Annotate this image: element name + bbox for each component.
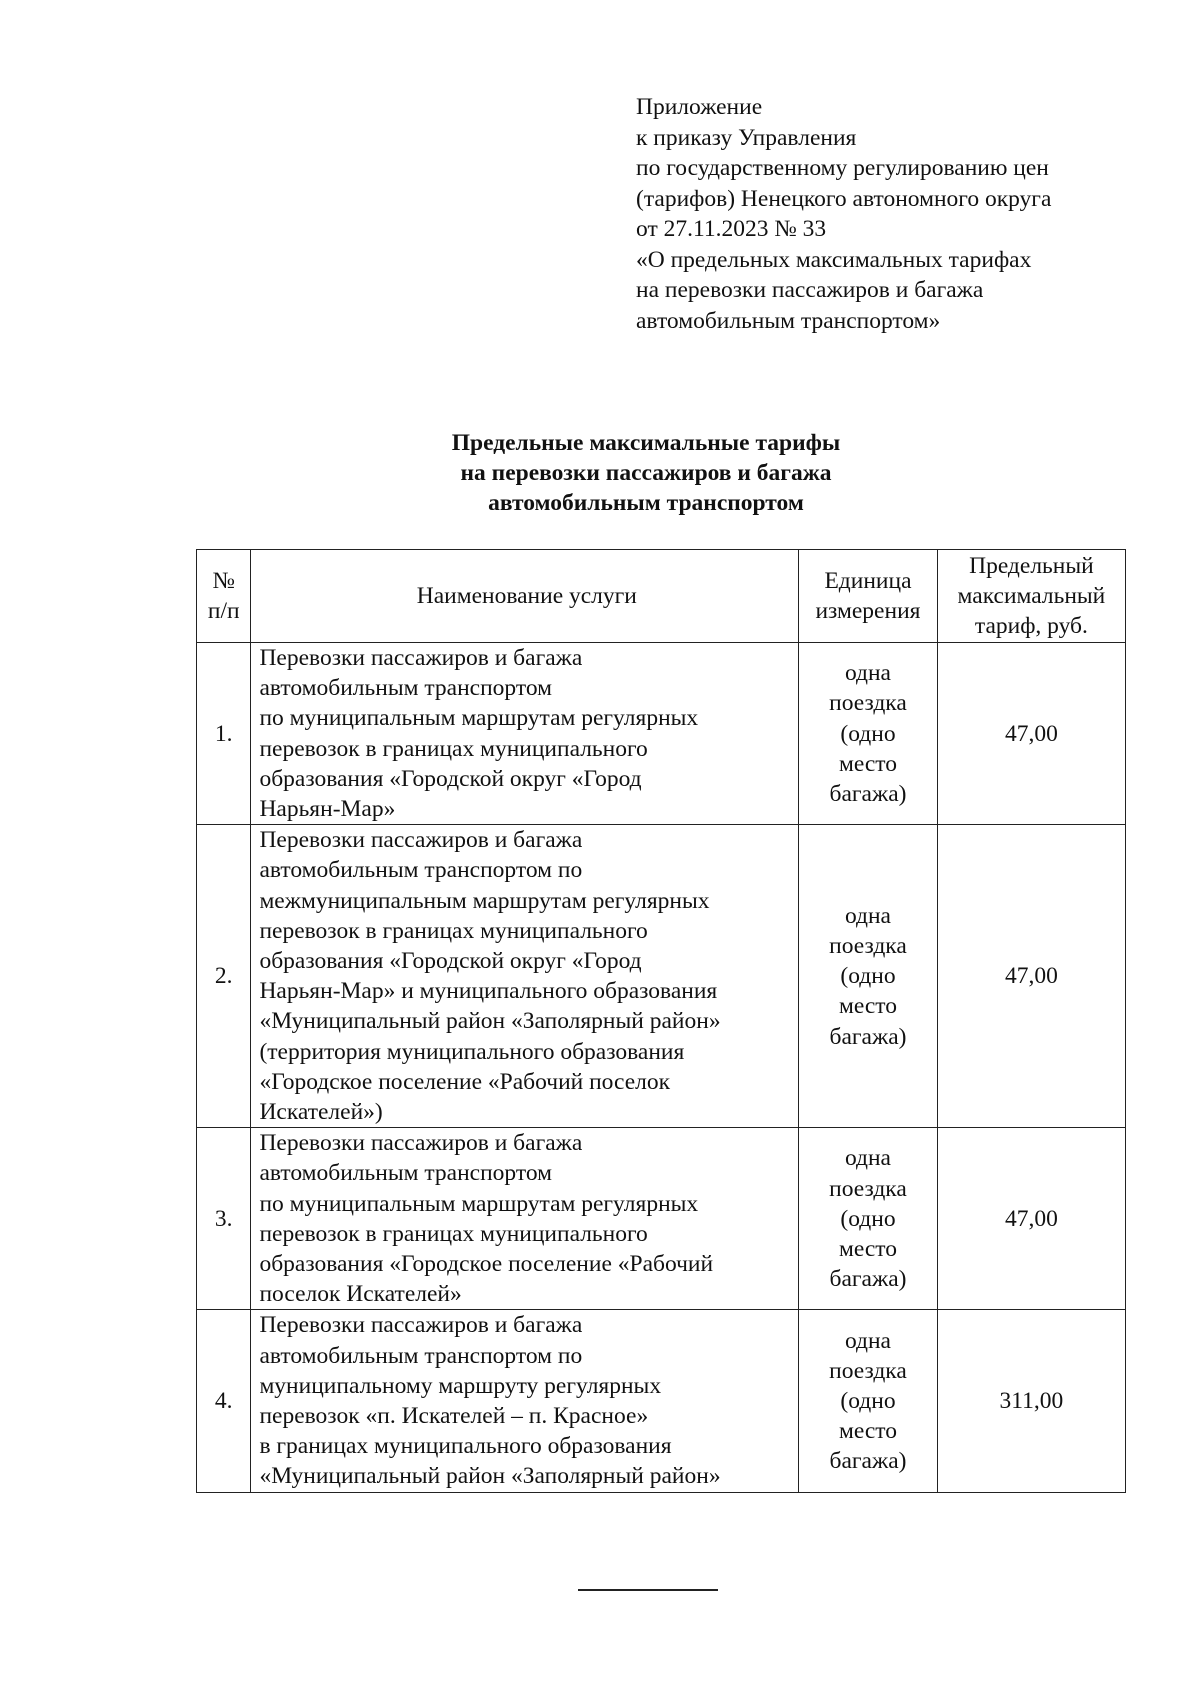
appendix-line: к приказу Управления bbox=[636, 124, 857, 151]
row-number: 3. bbox=[197, 1128, 251, 1310]
row-service-name bbox=[251, 1310, 799, 1492]
table-row bbox=[197, 1128, 1126, 1310]
appendix-line: от 27.11.2023 № 33 bbox=[636, 216, 827, 242]
header-text: тариф, руб. bbox=[974, 613, 1088, 640]
unit-line: одна bbox=[844, 660, 891, 687]
header-text: № bbox=[212, 567, 235, 594]
header-text: п/п bbox=[207, 598, 240, 624]
unit-line: место bbox=[838, 1418, 897, 1445]
header-service-name bbox=[251, 550, 799, 643]
header-text: максимальный bbox=[957, 582, 1106, 609]
unit-line: поездка bbox=[829, 1175, 907, 1202]
title-line: на перевозки пассажиров и багажа bbox=[460, 460, 832, 486]
unit-line: поездка bbox=[829, 932, 907, 959]
row-tariff: 47,00 bbox=[937, 825, 1125, 1128]
row-number: 1. bbox=[197, 643, 251, 825]
appendix-line: Приложение bbox=[636, 94, 763, 120]
service-line: «Муниципальный район «Заполярный район» bbox=[259, 1463, 721, 1490]
row-service-name bbox=[251, 825, 799, 1128]
row-service-name bbox=[251, 1128, 799, 1310]
service-line: Перевозки пассажиров и багажа bbox=[259, 1312, 583, 1339]
row-unit bbox=[799, 643, 938, 825]
appendix-line: «О предельных максимальных тарифах bbox=[636, 246, 1032, 273]
table-row bbox=[197, 1310, 1126, 1492]
unit-line: поездка bbox=[829, 690, 907, 717]
service-line: автомобильным транспортом bbox=[259, 1160, 552, 1187]
unit-line: место bbox=[838, 1235, 897, 1262]
closing-divider bbox=[578, 1589, 718, 1591]
unit-line: поездка bbox=[829, 1357, 907, 1384]
service-line: образования «Городское поселение «Рабочий bbox=[259, 1251, 714, 1278]
tariffs-table bbox=[196, 549, 1126, 1493]
service-line: перевозок в границах муниципального bbox=[259, 1220, 648, 1247]
service-line: образования «Городской округ «Город bbox=[259, 948, 642, 975]
service-line: автомобильным транспортом по bbox=[259, 1342, 583, 1369]
header-text: Предельный bbox=[969, 552, 1094, 579]
service-line: перевозок в границах муниципального bbox=[259, 735, 648, 762]
service-line: (территория муниципального образования bbox=[259, 1038, 685, 1065]
unit-line: (одно bbox=[840, 1387, 896, 1414]
row-tariff: 47,00 bbox=[937, 1128, 1125, 1310]
service-line: Нарьян-Мар» и муниципального образования bbox=[259, 978, 718, 1005]
service-line: Перевозки пассажиров и багажа bbox=[259, 1130, 583, 1157]
appendix-line: (тарифов) Ненецкого автономного округа bbox=[636, 185, 1052, 212]
service-line: перевозок «п. Искателей – п. Красное» bbox=[259, 1403, 649, 1430]
document-title bbox=[0, 428, 1200, 518]
row-number: 4. bbox=[197, 1310, 251, 1492]
service-line: поселок Искателей» bbox=[259, 1281, 462, 1308]
table-header-row bbox=[197, 550, 1126, 643]
service-line: «Городское поселение «Рабочий поселок bbox=[259, 1068, 671, 1095]
service-line: перевозок в границах муниципального bbox=[259, 917, 648, 944]
appendix-line: по государственному регулированию цен bbox=[636, 155, 1049, 181]
unit-line: одна bbox=[844, 902, 891, 929]
service-line: муниципальному маршруту регулярных bbox=[259, 1372, 662, 1399]
unit-line: багажа) bbox=[829, 780, 907, 807]
unit-line: (одно bbox=[840, 1205, 896, 1232]
header-text: Единица bbox=[824, 567, 912, 594]
unit-line: (одно bbox=[840, 963, 896, 990]
row-unit bbox=[799, 1310, 938, 1492]
header-text: измерения bbox=[815, 598, 921, 624]
unit-line: багажа) bbox=[829, 1448, 907, 1475]
header-tariff bbox=[937, 550, 1125, 643]
row-tariff: 311,00 bbox=[937, 1310, 1125, 1492]
row-unit bbox=[799, 1128, 938, 1310]
table-row bbox=[197, 643, 1126, 825]
unit-line: одна bbox=[844, 1327, 891, 1354]
row-service-name bbox=[251, 643, 799, 825]
service-line: автомобильным транспортом по bbox=[259, 857, 583, 884]
header-text: Наименование услуги bbox=[416, 582, 637, 609]
table-row bbox=[197, 825, 1126, 1128]
unit-line: место bbox=[838, 993, 897, 1020]
row-unit bbox=[799, 825, 938, 1128]
row-number: 2. bbox=[197, 825, 251, 1128]
service-line: образования «Городской округ «Город bbox=[259, 765, 642, 792]
appendix-line: на перевозки пассажиров и багажа bbox=[636, 277, 984, 303]
service-line: Искателей») bbox=[259, 1099, 383, 1126]
service-line: в границах муниципального образования bbox=[259, 1433, 672, 1460]
unit-line: одна bbox=[844, 1145, 891, 1172]
title-line: автомобильным транспортом bbox=[488, 490, 804, 516]
service-line: Перевозки пассажиров и багажа bbox=[259, 827, 583, 854]
unit-line: место bbox=[838, 750, 897, 777]
service-line: межмуниципальным маршрутам регулярных bbox=[259, 887, 710, 914]
row-tariff: 47,00 bbox=[937, 643, 1125, 825]
appendix-line: автомобильным транспортом» bbox=[636, 307, 941, 334]
header-unit bbox=[799, 550, 938, 643]
service-line: Нарьян-Мар» bbox=[259, 796, 396, 823]
service-line: «Муниципальный район «Заполярный район» bbox=[259, 1008, 721, 1035]
appendix-block bbox=[636, 92, 1156, 336]
service-line: по муниципальным маршрутам регулярных bbox=[259, 705, 699, 732]
unit-line: багажа) bbox=[829, 1266, 907, 1293]
service-line: автомобильным транспортом bbox=[259, 675, 552, 702]
service-line: по муниципальным маршрутам регулярных bbox=[259, 1190, 699, 1217]
header-number bbox=[197, 550, 251, 643]
title-line: Предельные максимальные тарифы bbox=[451, 430, 841, 456]
service-line: Перевозки пассажиров и багажа bbox=[259, 645, 583, 671]
unit-line: (одно bbox=[840, 720, 896, 747]
unit-line: багажа) bbox=[829, 1023, 907, 1050]
